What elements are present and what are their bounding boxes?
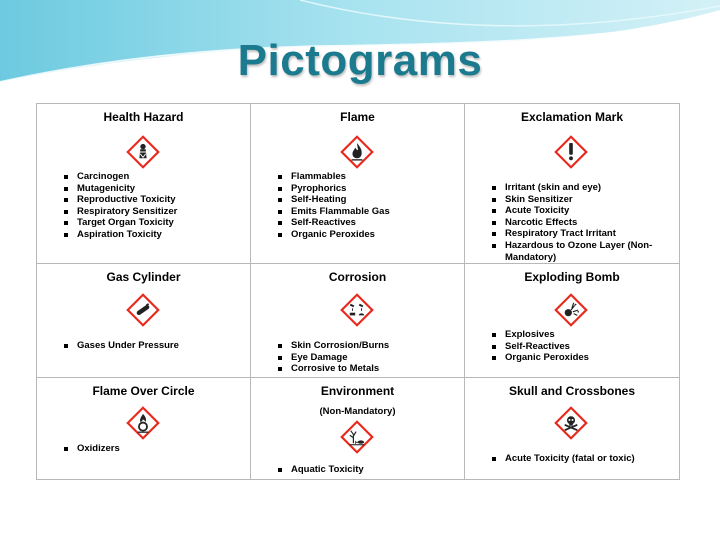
list-item: Mutagenicity	[61, 183, 177, 195]
cell-exploding-bomb	[465, 264, 679, 378]
cell-title: Flame	[340, 110, 375, 124]
cell-exclamation-mark	[465, 104, 679, 264]
list-item: Irritant (skin and eye)	[489, 182, 671, 194]
cell-skull-crossbones	[465, 378, 679, 479]
list-item: Oxidizers	[61, 443, 120, 455]
list-item: Explosives	[489, 329, 589, 341]
flame-icon	[339, 134, 375, 170]
cell-title: Gas Cylinder	[106, 270, 181, 284]
cell-corrosion	[251, 264, 465, 378]
corrosion-icon	[339, 292, 375, 328]
list-item: Gases Under Pressure	[61, 340, 179, 352]
list-item: Acute Toxicity	[489, 205, 671, 217]
exploding-bomb-icon	[553, 292, 589, 328]
cell-flame	[251, 104, 465, 264]
hazard-list	[275, 464, 364, 476]
cell-title: Exploding Bomb	[524, 270, 620, 284]
hazard-list	[275, 340, 389, 375]
cell-flame-over-circle	[37, 378, 251, 479]
pictogram-table	[36, 103, 680, 480]
hazard-list	[489, 453, 635, 465]
cell-title: Exclamation Mark	[520, 110, 624, 124]
cell-subtitle: (Non-Mandatory)	[319, 406, 396, 417]
hazard-list	[61, 340, 179, 352]
cell-environment	[251, 378, 465, 479]
list-item: Acute Toxicity (fatal or toxic)	[489, 453, 635, 465]
list-item: Corrosive to Metals	[275, 363, 389, 375]
cell-gas-cylinder	[37, 264, 251, 378]
slide-title: Pictograms	[237, 36, 483, 85]
list-item: Respiratory Sensitizer	[61, 206, 177, 218]
cell-title: Environment	[320, 384, 395, 398]
list-item: Carcinogen	[61, 171, 177, 183]
cell-title: Skull and Crossbones	[508, 384, 636, 398]
hazard-list	[275, 171, 390, 241]
health-hazard-icon	[125, 134, 161, 170]
cell-title: Health Hazard	[103, 110, 184, 124]
list-item: Organic Peroxides	[275, 229, 390, 241]
list-item: Organic Peroxides	[489, 352, 589, 364]
list-item: Respiratory Tract Irritant	[489, 228, 671, 240]
list-item: Self-Reactives	[489, 341, 589, 353]
list-item: Emits Flammable Gas	[275, 206, 390, 218]
environment-icon	[339, 419, 375, 455]
list-item: Flammables	[275, 171, 390, 183]
exclamation-mark-icon	[553, 134, 589, 170]
list-item: Self-Reactives	[275, 217, 390, 229]
skull-crossbones-icon	[553, 405, 589, 441]
list-item: Skin Corrosion/Burns	[275, 340, 389, 352]
list-item: Eye Damage	[275, 352, 389, 364]
list-item: Hazardous to Ozone Layer (Non-Mandatory)	[489, 240, 671, 263]
gas-cylinder-icon	[125, 292, 161, 328]
cell-title: Corrosion	[328, 270, 387, 284]
list-item: Aspiration Toxicity	[61, 229, 177, 241]
hazard-list	[61, 171, 177, 241]
list-item: Skin Sensitizer	[489, 194, 671, 206]
list-item: Narcotic Effects	[489, 217, 671, 229]
list-item: Aquatic Toxicity	[275, 464, 364, 476]
cell-health-hazard	[37, 104, 251, 264]
hazard-list	[489, 182, 671, 263]
list-item: Target Organ Toxicity	[61, 217, 177, 229]
hazard-list	[489, 329, 589, 364]
list-item: Self-Heating	[275, 194, 390, 206]
cell-title: Flame Over Circle	[92, 384, 195, 398]
hazard-list	[61, 443, 120, 455]
list-item: Reproductive Toxicity	[61, 194, 177, 206]
list-item: Pyrophorics	[275, 183, 390, 195]
flame-over-circle-icon	[125, 405, 161, 441]
